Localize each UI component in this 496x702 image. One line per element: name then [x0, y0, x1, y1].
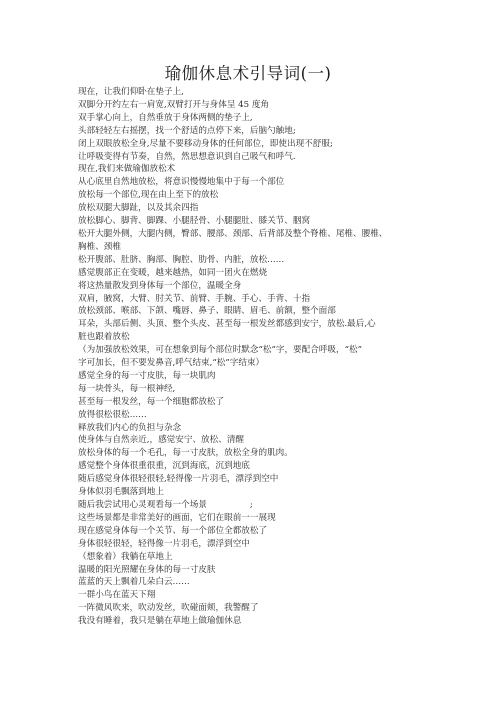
- body-line: 现在，让我们仰卧在垫子上,: [78, 87, 184, 97]
- body-line: 松开腹部、肚脐、胸部、胸腔、肋骨、内脏，放松……: [78, 254, 285, 265]
- body-line: 放松双腿大脚趾，以及其余四指: [78, 203, 199, 214]
- body-line: 我没有睡着，我只是躺在草地上做瑜伽休息: [78, 616, 242, 627]
- body-line: 身体很轻很轻，轻得像一片羽毛，漂浮到空中: [78, 538, 250, 549]
- body-line: 放松脚心、脚背、脚踝、小腿胫骨、小腿腿肚、膝关节、胭窝: [78, 216, 311, 227]
- body-line: 胸椎、颈椎: [78, 241, 121, 252]
- body-line: 字可加长，但不要发鼻音,呼气结束,“松”字结束）: [78, 358, 265, 369]
- body-line: 身体似羽毛飘落到地上: [78, 487, 164, 498]
- body-line: 随后感觉身体很轻很轻,轻得像一片羽毛，漂浮到空中: [78, 474, 279, 485]
- body-line: 闭上双眼放松全身,尽量不要移动身体的任何部位，即使出现不舒服;: [78, 138, 333, 149]
- body-line: （想象着）我躺在草地上: [78, 551, 173, 562]
- body-line: 现在感觉身体每一个关节、每一个部位全都放松了: [78, 525, 268, 536]
- document-body: [78, 86, 430, 628]
- body-line: 感觉全身的每一寸皮肤，每一块肌肉: [78, 370, 216, 381]
- body-line: 放松每一个部位,现在由上至下的放松: [78, 190, 219, 201]
- document-title: 瑜伽休息术引导词(一): [164, 64, 332, 83]
- body-line: 感觉整个身体很重很重，沉到海底，沉到地底: [78, 461, 250, 472]
- body-line: 双手掌心向上，自然垂放于身体两侧的垫子上,: [78, 112, 253, 123]
- body-line: 放得很松很松……: [78, 409, 147, 420]
- body-line: 甚至每一根发丝，每一个细胞都放松了: [78, 396, 225, 407]
- body-line: 让呼吸变得有节奏，自然，然思想意识到自己吸气和呼气.: [78, 151, 296, 162]
- body-line: 一群小鸟在蓝天下翔: [78, 590, 156, 601]
- body-line: 脏也跟着放松: [78, 332, 130, 343]
- body-line: 双肩，腋窝，大臂、肘关节、前臂、手腕、手心、手背、十指: [78, 293, 311, 304]
- body-line: 从心底里自然地放松，将意识慢慢地集中于每一个部位: [78, 177, 285, 188]
- body-line: 一阵微风吹来，吹动发丝，吹碰面颊，我警醒了: [78, 603, 259, 614]
- body-line: 使身体与自然亲近,，感觉安宁、放松、清醒: [78, 435, 245, 446]
- body-line: 蓝蓝的天上飘着几朵白云……: [78, 577, 190, 588]
- body-line: 这些场景都是非常美好的画面，它们在眼前一一展现: [78, 512, 276, 523]
- body-line: 放松颈部、喉部、下颌、嘴唇、鼻子、眼睛、眉毛、前额，整个面部: [78, 306, 336, 317]
- body-line: 随后我尝试用心灵观看每一个场景 ;: [78, 500, 253, 510]
- body-line: 感觉腹部正在变暖，越来越热，如同一团火在燃烧: [78, 267, 268, 278]
- body-line: 将这热量散发到身体每一个部位，温暖全身: [78, 280, 242, 291]
- body-line: 现在,我们来做瑜伽放松术: [78, 164, 176, 175]
- body-line: 头部轻轻左右摇摆，找一个舒适的点停下来，后脑勺触地;: [78, 125, 296, 136]
- body-line: 每一块骨头，每一根神经,: [78, 383, 176, 394]
- body-line: 耳朵，头部后侧、头顶、整个头皮、甚至每一根发丝都感到安宁，放松.最后,心: [78, 319, 376, 330]
- body-line: 释放我们内心的负担与杂念: [78, 422, 182, 433]
- body-line: 温暖的阳光照耀在身体的每一寸皮肤: [78, 564, 216, 575]
- body-line: 松开大腿外侧，大腿内侧，臀部、腰部、颈部、后背部及整个脊椎、尾椎、腰椎、: [78, 228, 388, 239]
- body-line: 放松身体的每一个毛孔，每一寸皮肤，放松全身的肌肉。: [78, 448, 293, 459]
- body-line: （为加强放松效果，可在想象到每个部位时默念“松”字，要配合呼吸，“松”: [78, 345, 362, 356]
- body-line: 双脚分开约左右一肩宽,双臂打开与身体呈 45 度角: [78, 99, 270, 110]
